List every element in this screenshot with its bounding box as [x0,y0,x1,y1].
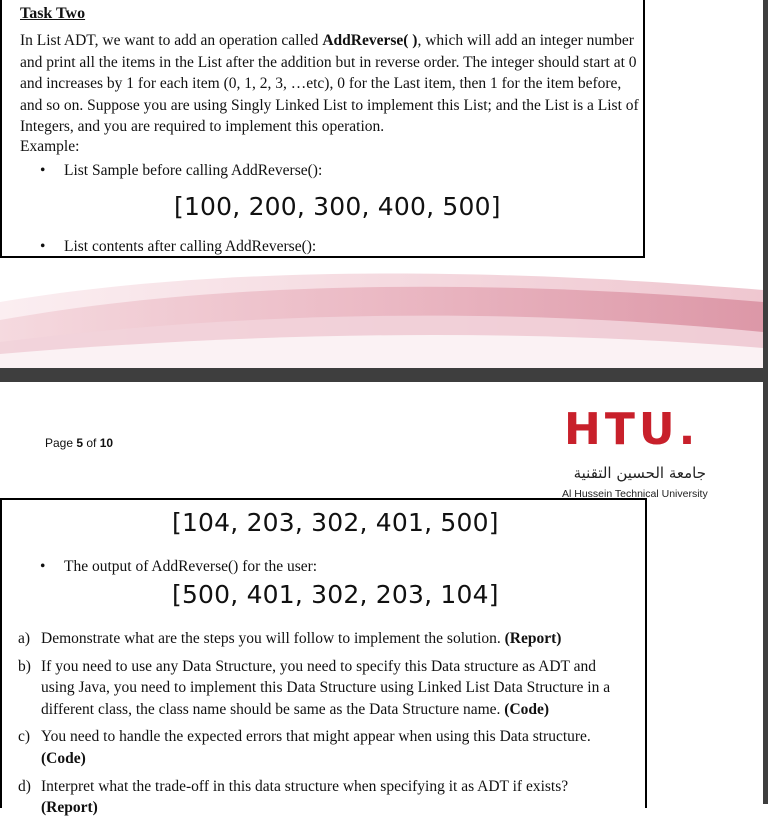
question-d [18,776,628,819]
task-box-top [0,0,645,258]
question-tag: (Code) [41,749,86,767]
viewer-edge [763,0,768,804]
question-c [18,726,628,769]
bullet-text: List contents after calling AddReverse(): [64,238,317,255]
question-letter: c) [18,728,31,746]
op-name: AddReverse( ) [322,32,418,49]
bullet-icon: • [40,162,46,179]
page-prefix: Page [45,436,77,450]
list-after: [104, 203, 302, 401, 500] [172,508,499,537]
question-tag: (Code) [504,700,550,718]
bullet-text: List Sample before calling AddReverse(): [64,162,323,179]
page-number [45,436,113,450]
list-output: [500, 401, 302, 203, 104] [172,580,499,609]
footer-swoosh [0,262,763,370]
question-a [18,628,628,650]
bullet-list-before [40,162,322,180]
question-tag: (Report) [504,630,562,647]
page-separator [0,368,768,382]
question-b [18,656,628,721]
question-text: You need to handle the expected errors that might appear when using this Data structure. [41,728,591,746]
task-description [20,30,642,138]
question-text: Demonstrate what are the steps you will follow to implement the solution. [41,630,505,647]
page-top [0,0,768,370]
bullet-icon: • [40,238,46,255]
question-text: If you need to use any Data Structure, you need to specify this Data structure as ADT and using Java, you need to implement this Data Structure using Linked List Data Structure in a different class, the class name should be same as the Data Structure name. [41,657,611,718]
question-letter: d) [18,777,31,795]
page-bottom [0,382,763,817]
question-letter: a) [18,630,31,647]
desc-part-2: , which will add an integer number and print all the items in the List after the addition but in reverse order. The integer should start at 0 and increases by 1 for each item (0, 1, 2, 3, …etc), 0 for the Last item, then 1 for the item before, and so on. Suppose you are using Singly Linked List to implement this List; and the List is a List of Integers, and you are required to implement this operation. [20,32,639,136]
page-total: 10 [99,436,114,450]
question-text: Interpret what the trade-off in this data structure when specifying it as ADT if exists? [41,777,569,795]
example-label: Example: [20,138,80,155]
bullet-text: The output of AddReverse() for the user: [64,558,318,575]
bullet-icon: • [40,558,46,575]
page-of: of [83,436,100,450]
list-before: [100, 200, 300, 400, 500] [174,192,501,221]
logo-arabic: جامعة الحسين التقنية [573,464,706,482]
task-title: Task Two [20,5,86,22]
question-tag: (Report) [41,799,98,817]
bullet-output [40,558,317,576]
university-logo [560,404,740,504]
page-current: 5 [76,436,84,450]
question-list [18,628,628,825]
bullet-list-after [40,238,316,256]
question-letter: b) [18,657,31,675]
logo-mark: HTU. [564,404,700,455]
logo-english: Al Hussein Technical University [562,488,708,500]
desc-part-1: In List ADT, we want to add an operation called [20,32,323,49]
